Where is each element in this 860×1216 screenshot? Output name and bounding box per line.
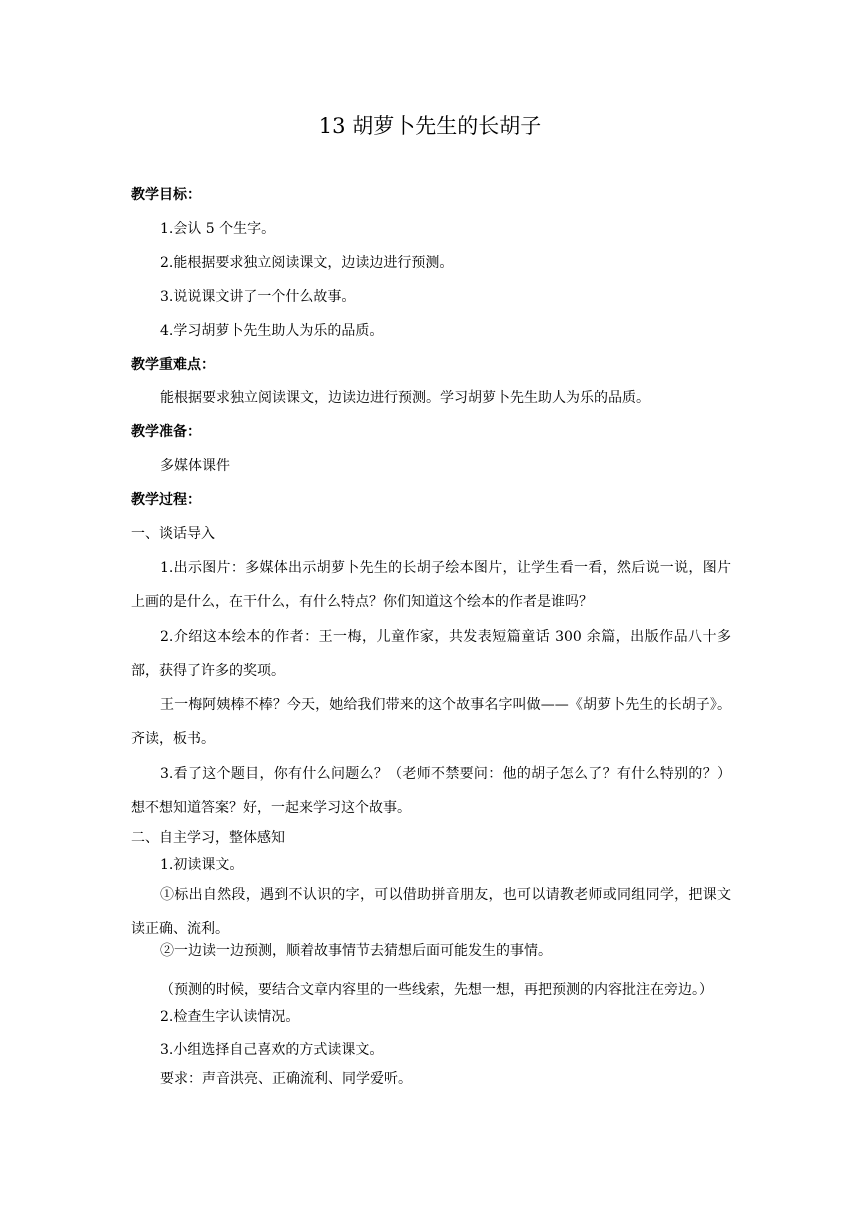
- page-title: 13 胡萝卜先生的长胡子: [318, 114, 542, 138]
- list-item: ②一边读一边预测，顺着故事情节去猜想后面可能发生的事情。: [160, 943, 552, 959]
- paragraph: 1.出示图片：多媒体出示胡萝卜先生的长胡子绘本图片，让学生看一看，然后说一说，图片上画的是什么，在干什么，有什么特点？你们知道这个绘本的作者是谁吗？: [131, 560, 731, 610]
- paragraph: ①标出自然段，遇到不认识的字，可以借助拼音朋友，也可以请教老师或同组同学，把课文读正确、流利。: [131, 887, 731, 937]
- section-title: 二、自主学习，整体感知: [131, 830, 285, 846]
- paragraph: 王一梅阿姨棒不棒？今天，她给我们带来的这个故事名字叫做——《胡萝卜先生的长胡子》。齐读，板书。: [131, 697, 731, 747]
- key-points-text: 能根据要求独立阅读课文，边读边进行预测。学习胡萝卜先生助人为乐的品质。: [160, 390, 650, 406]
- paragraph: 3.看了这个题目，你有什么问题么？（老师不禁要问：他的胡子怎么了？有什么特别的？）想不想知道答案？好，一起来学习这个故事。: [131, 766, 731, 816]
- list-item: 3.小组选择自己喜欢的方式读课文。: [160, 1042, 384, 1058]
- objectives-heading: 教学目标：: [131, 187, 201, 203]
- list-item: 2.检查生字认读情况。: [160, 1009, 300, 1025]
- section-title: 一、谈话导入: [131, 526, 215, 542]
- preparation-text: 多媒体课件: [160, 458, 230, 474]
- objective-item: 2.能根据要求独立阅读课文，边读边进行预测。: [160, 255, 454, 271]
- objective-item: 1.会认 5 个生字。: [160, 221, 276, 237]
- key-points-heading: 教学重难点：: [131, 357, 215, 373]
- preparation-heading: 教学准备：: [131, 424, 201, 440]
- list-item: 要求：声音洪亮、正确流利、同学爱听。: [160, 1071, 412, 1087]
- note-text: （预测的时候，要结合文章内容里的一些线索，先想一想，再把预测的内容批注在旁边。）: [160, 982, 713, 998]
- process-heading: 教学过程：: [131, 492, 201, 508]
- objective-item: 3.说说课文讲了一个什么故事。: [160, 289, 356, 305]
- objective-item: 4.学习胡萝卜先生助人为乐的品质。: [160, 323, 384, 339]
- list-item: 1.初读课文。: [160, 857, 244, 873]
- paragraph: 2.介绍这本绘本的作者：王一梅，儿童作家，共发表短篇童话 300 余篇，出版作品八十多部，获得了许多的奖项。: [131, 629, 731, 679]
